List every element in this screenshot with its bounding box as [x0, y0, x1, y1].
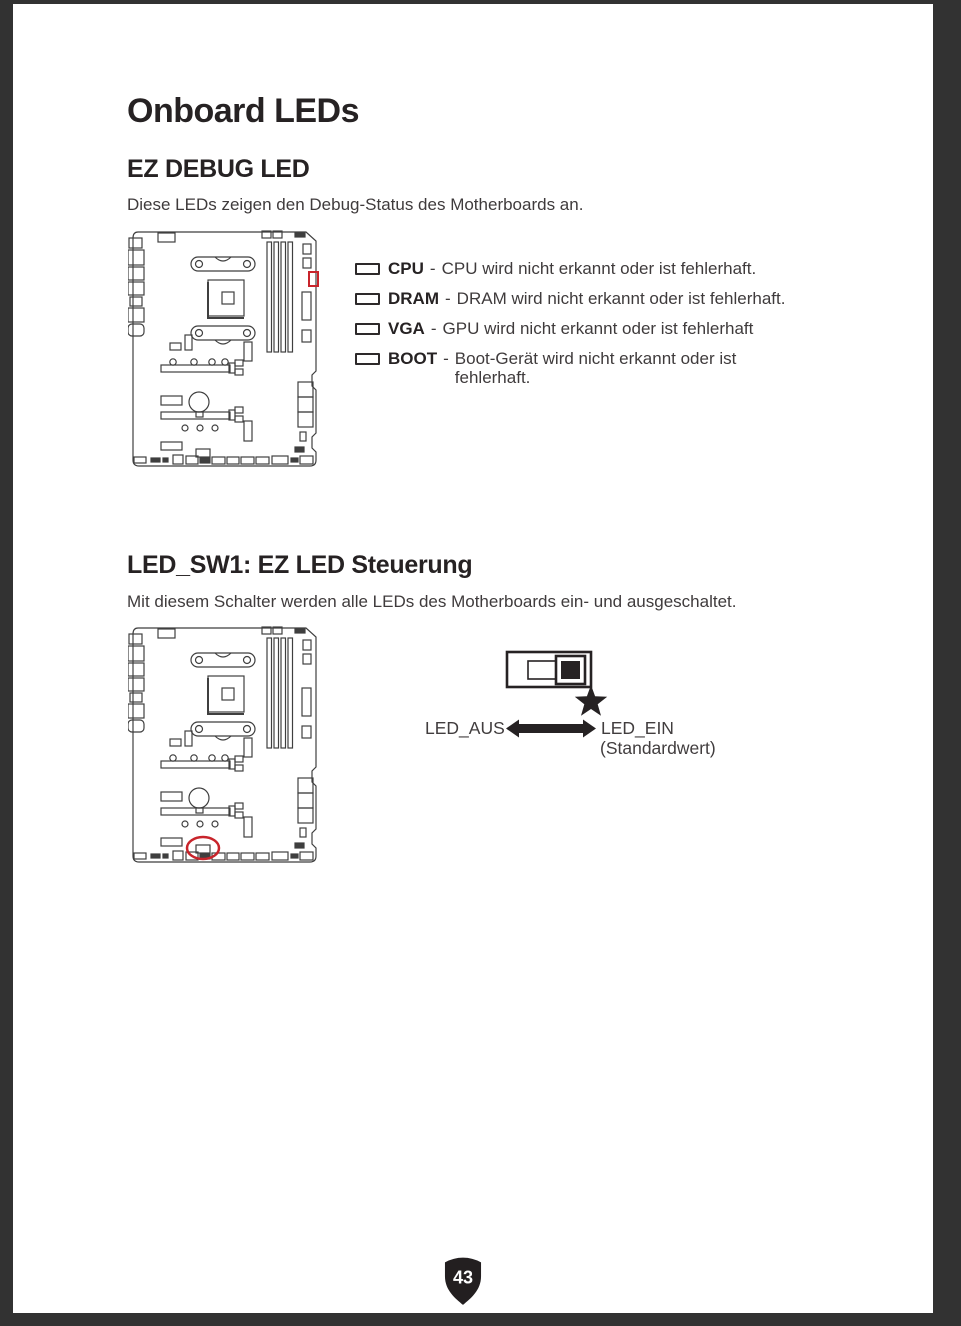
page-number-shield: [441, 1255, 485, 1307]
legend-label: CPU: [388, 259, 424, 278]
legend-item-dram: [355, 289, 825, 308]
led-sw1-description: Mit diesem Schalter werden alle LEDs des Motherboards ein- und ausgeschaltet.: [127, 592, 737, 611]
section-heading-led-sw1: LED_SW1: EZ LED Steuerung: [127, 551, 473, 579]
led-box-icon: [355, 353, 380, 365]
legend-description: Boot-Gerät wird nicht erkannt oder ist fehlerhaft.: [454, 349, 737, 387]
legend-separator: -: [429, 259, 436, 278]
legend-separator: -: [430, 319, 437, 338]
led-box-icon: [355, 293, 380, 305]
double-arrow-icon: [506, 720, 596, 738]
switch-label-led-ein: LED_EIN: [601, 718, 674, 738]
led-box-icon: [355, 323, 380, 335]
legend-item-vga: [355, 319, 825, 338]
ez-debug-led-highlight: [309, 272, 318, 286]
legend-separator: -: [443, 349, 449, 368]
star-icon: [575, 685, 607, 716]
legend-description: GPU wird nicht erkannt oder ist fehlerhaft: [442, 319, 754, 338]
motherboard-diagram-ez-debug: [128, 230, 324, 472]
slide-switch-icon: [507, 652, 591, 687]
ez-debug-description: Diese LEDs zeigen den Debug-Status des Motherboards an.: [127, 195, 584, 214]
legend-description: CPU wird nicht erkannt oder ist fehlerhaft.: [441, 259, 757, 278]
page-number: 43: [452, 1267, 474, 1288]
ez-debug-legend: [355, 259, 825, 398]
switch-diagram: [503, 648, 615, 750]
legend-description: DRAM wird nicht erkannt oder ist fehlerhaft.: [456, 289, 786, 308]
legend-label: VGA: [388, 319, 425, 338]
legend-item-boot: [355, 349, 825, 387]
section-heading-ez-debug-led: EZ DEBUG LED: [127, 155, 310, 183]
legend-label: BOOT: [388, 349, 438, 368]
legend-separator: -: [445, 289, 451, 308]
switch-default-note: (Standardwert): [600, 738, 716, 758]
motherboard-diagram-led-sw1: [128, 626, 324, 868]
led-box-icon: [355, 263, 380, 275]
manual-page: [13, 4, 933, 1313]
legend-label: DRAM: [388, 289, 439, 308]
legend-item-cpu: [355, 259, 825, 278]
switch-label-led-aus: LED_AUS: [425, 718, 505, 738]
page-title: Onboard LEDs: [127, 92, 360, 130]
